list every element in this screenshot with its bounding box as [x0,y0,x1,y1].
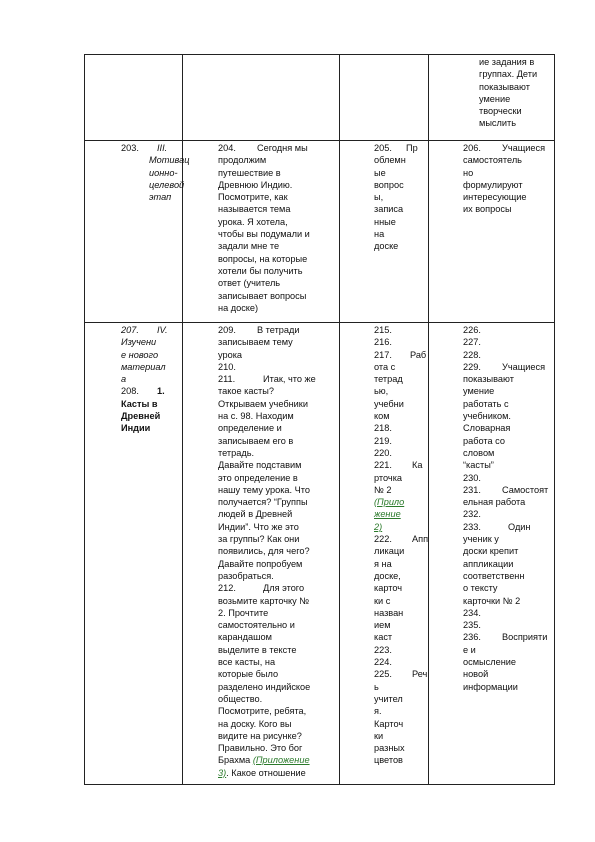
item-number: 218. [374,423,392,434]
item-number: 228. [463,349,481,360]
text-line: ота с [374,361,396,372]
table-row [85,323,555,785]
text-line: ионно- [149,167,178,178]
text-line: учебником. [463,411,511,422]
text-line: Древнюю Индию. [218,179,293,190]
text-line: мыслить [479,118,517,129]
text-line: Мотивац [149,155,190,166]
cell-teacher-activity [183,323,340,785]
cell-methods [340,323,429,785]
text-line: чтобы вы подумали и [218,229,310,240]
text-line: Пр [406,143,418,153]
text-line: а [121,374,127,385]
text-line: урока. Я хотела, [218,216,288,227]
item-number: 220. [374,447,392,458]
text-line: ием [374,620,391,631]
text-line: ые [374,167,386,178]
text-line: доске, [374,570,401,581]
cell-stage [85,141,190,323]
text-line: Посмотрите, ребята, [218,706,307,717]
text-line: разных [374,743,405,754]
text-line: Давайте подставим [218,460,302,471]
text-line: словом [463,447,495,458]
item-number: 225. [374,669,392,680]
cell-teacher-activity [183,141,340,323]
text-line: ки с [374,595,391,606]
text-line: доски крепит [463,546,519,557]
cell-methods [340,141,429,323]
item-number: 221. [374,460,392,471]
text-line: Древней [121,411,161,422]
item-number: 227. [463,337,481,348]
cell-results-continued [429,55,555,141]
appendix-link[interactable] [374,496,425,533]
text-line: разделено индийское [218,681,311,692]
text-line: возьмите карточку № [218,595,310,606]
text-line: на с. 98. Находим [218,411,294,422]
text-line: ь [374,681,379,692]
text-line: целевой [149,179,185,190]
text-line: е нового [121,349,159,360]
text-line: показывают [463,374,514,385]
item-number: 208. [121,386,139,397]
item-number: 223. [374,644,392,655]
text-line: называется тема [218,204,291,215]
cell-empty [85,55,183,141]
text-line: Ка [412,460,423,471]
text-line: Учащиеся [502,143,546,153]
item-number: 234. [463,607,481,618]
text-line: Раб [410,349,427,360]
text-line: ы, [374,192,384,203]
text-line: Реч [412,669,428,680]
text-lines [479,56,551,130]
text-line: новой [463,669,489,680]
item-number: 226. [463,325,481,335]
text-line: назван [374,607,404,618]
text-line: за группы? Как они [218,534,300,545]
text-line: Сегодня мы [257,143,308,153]
text-line: ученик у [463,534,499,545]
cell-results [429,141,555,323]
text-line: показывают [479,81,530,92]
text-line: ки [374,730,384,741]
text-line: людей в Древней [218,509,293,520]
text-line: ие задания в [479,57,535,67]
text-line: общество. [218,693,263,704]
text-line: учебни [374,398,404,409]
text-line: Учащиеся [502,361,546,372]
text-line: записывает вопросы [218,290,307,301]
text-line: умение [479,93,511,104]
text-line: продолжим [218,155,267,166]
text-line: формулируют [463,179,523,190]
appendix-link[interactable]: 3) [218,767,227,778]
text-line: Давайте попробуем [218,558,303,569]
text-line: облемн [374,155,406,166]
text-line: учител [374,693,403,704]
text-line: их вопросы [463,204,512,215]
text-line: я на [374,558,392,569]
item-number: 222. [374,534,392,545]
item-number: 235. [463,620,481,631]
item-number: 215. [374,325,392,335]
text-line: № 2 [374,484,392,495]
item-number: 224. [374,657,392,668]
text-line: видите на рисунке? [218,730,302,741]
text-line: Индии [121,423,151,434]
text-line: Самостоят [502,484,549,495]
text-line: этап [149,192,172,203]
text-line: записываем тему [218,337,293,348]
item-number: 216. [374,337,392,348]
item-number: 219. [374,435,392,446]
text-line: 2) [374,521,383,532]
item-number: 206. [463,143,481,153]
table-row [85,141,555,323]
text-line: интересующие [463,192,527,203]
text-line: Изучени [121,337,157,348]
text-line: Посмотрите, как [218,192,288,203]
item-number: 229. [463,361,481,372]
item-number: 205. [374,143,392,153]
text-line: жение [374,509,401,520]
cell-results [429,323,555,785]
text-line: Один [508,521,531,532]
text-line: путешествие в [218,167,281,178]
text-line: о тексту [463,583,498,594]
text-line: выделите в тексте [218,644,297,655]
text-line: работать с [463,398,509,409]
text-line: III. [157,143,168,153]
text-line: карточ [374,583,403,594]
text-line: аппликации [463,558,514,569]
text-line: цветов [374,755,403,766]
text-line: все касты, на [218,657,276,668]
text-line: 2. Прочтите [218,607,269,618]
item-number: 217. [374,349,392,360]
text-line: “касты” [463,460,494,471]
text-line: творчески [479,106,522,117]
text-line: на [374,229,385,240]
text-line: вопросы, на которые [218,253,308,264]
text-line: на доске) [218,302,259,313]
text-line: карандашом [218,632,272,643]
text-line: е и [463,644,476,655]
text-line: такое касты? [218,386,274,397]
text-line: информации [463,681,518,692]
item-number: 204. [218,143,236,153]
text-line: на доску. Кого вы [218,718,292,729]
text-line: умение [463,386,495,397]
item-number: 236. [463,632,481,643]
text-line: тетрадь. [218,447,255,458]
text-line: хотели бы получить [218,265,303,276]
text-line: Апп [412,534,429,545]
item-number: 211. [218,374,236,385]
text-line: каст [374,632,393,643]
item-text: Для этого возьмите карточку № 2. Прочтите самостоятельно и карандашом выделите в тексте все касты, на которые было разделено индийское общество. Посмотрите, ребята, на доску. Кого вы видите на рисунке? Правильно. Это бог Брахма (Приложение 3). Какое отношение [251,582,336,779]
text-line: урока [218,349,243,360]
stage-title [149,142,190,203]
item-number: 212. [218,583,236,594]
text-line: Открываем учебники [218,398,308,409]
text-line: ответ (учитель [218,278,281,289]
text-line: группах. Дети [479,69,538,80]
text-line: ком [374,411,390,422]
item-number: 209. [218,325,236,335]
text-line: самостоятельно и [218,620,295,631]
text-line: карточки № 2 [463,595,521,606]
text-line: Восприяти [502,632,548,643]
cell-empty [340,55,429,141]
item-number: 203. [121,143,139,153]
item-number: 231. [463,484,481,495]
text-line: записываем его в [218,435,294,446]
cell-stage [85,323,183,785]
text-line: задали мне те [218,241,280,252]
item-number: 233. [463,521,481,532]
item-number: 210. [218,361,236,372]
text-line: Итак, что же [263,374,316,385]
text-line: ью, [374,386,389,397]
text-line: нашу тему урока. Что [218,484,310,495]
text-line: тетрад [374,374,403,385]
text-line: материал [121,361,166,372]
text-line: нные [374,216,396,227]
text-line: которые было [218,669,279,680]
text-line: осмысление [463,657,517,668]
cell-empty [183,55,340,141]
appendix-link[interactable]: (Приложение [252,755,310,766]
text-line: В тетради [257,325,300,335]
text-line: записа [374,204,404,215]
item-number: 207. [121,325,139,335]
text-line: Карточ [374,718,404,729]
text-line: ельная работа [463,497,526,508]
text-line: работа со [463,435,505,446]
text-line: (Прило [374,497,405,508]
text-line: ликаци [374,546,405,557]
text-line: рточка [374,472,403,483]
text-line: доске [374,241,399,252]
item-number: 230. [463,472,481,483]
text-line: я. [374,706,382,717]
lesson-plan-table [84,54,555,785]
text-line: Индии”. Что же это [218,521,299,532]
text-line: получается? “Группы [218,497,308,508]
text-line: Словарная [463,423,511,434]
text-line: разобраться. [218,570,274,581]
item-number: 232. [463,509,481,520]
text-line: Для этого [263,583,305,594]
text-line: вопрос [374,179,404,190]
text-line: Правильно. Это бог [218,743,303,754]
table-row [85,55,555,141]
text-line: появились, для чего? [218,546,310,557]
text-line: Касты в [121,398,158,409]
text-line: IV. [157,325,168,335]
text-line: самостоятель [463,155,522,166]
text-line: определение и [218,423,282,434]
text-line: соответственн [463,570,525,581]
text-line: но [463,167,474,178]
text-line: 1. [157,386,165,397]
text-line: это определение в [218,472,298,483]
